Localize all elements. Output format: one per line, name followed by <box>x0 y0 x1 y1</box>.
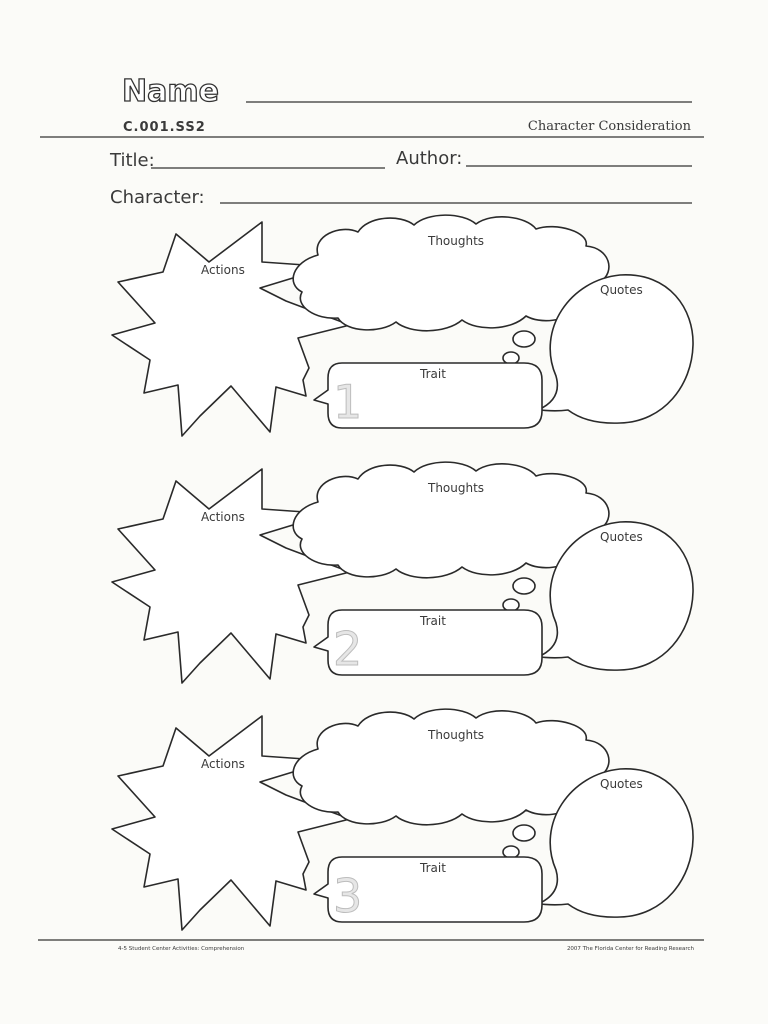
actions-label: Actions <box>201 263 245 277</box>
worksheet-code: C.001.SS2 <box>123 120 206 135</box>
quotes-label: Quotes <box>600 283 643 297</box>
trait-label: Trait <box>420 614 446 628</box>
actions-starburst[interactable] <box>112 716 350 930</box>
footer-left: 4-5 Student Center Activities: Comprehension <box>118 946 245 952</box>
author-label: Author: <box>396 148 463 169</box>
thoughts-label: Thoughts <box>428 481 485 495</box>
actions-starburst[interactable] <box>112 222 350 436</box>
trait-label: Trait <box>420 367 446 381</box>
quotes-label: Quotes <box>600 530 643 544</box>
actions-label: Actions <box>201 510 245 524</box>
organizer-1 <box>112 215 693 436</box>
organizer-number: 2 <box>333 622 363 676</box>
footer-right: 2007 The Florida Center for Reading Research <box>566 946 694 952</box>
worksheet-title: Character Consideration <box>527 119 691 134</box>
trait-label: Trait <box>420 861 446 875</box>
thought-bubble-large <box>513 578 535 594</box>
thoughts-label: Thoughts <box>428 234 485 248</box>
actions-label: Actions <box>201 757 245 771</box>
organizer-3 <box>112 709 693 930</box>
thoughts-label: Thoughts <box>428 728 485 742</box>
title-label: Title: <box>110 150 155 171</box>
organizer-2 <box>112 462 693 683</box>
organizer-number: 3 <box>333 869 363 923</box>
quotes-label: Quotes <box>600 777 643 791</box>
thought-bubble-large <box>513 331 535 347</box>
character-label: Character: <box>110 187 205 208</box>
actions-starburst[interactable] <box>112 469 350 683</box>
organizer-number: 1 <box>333 375 363 429</box>
thought-bubble-large <box>513 825 535 841</box>
name-label: Name <box>122 74 219 109</box>
